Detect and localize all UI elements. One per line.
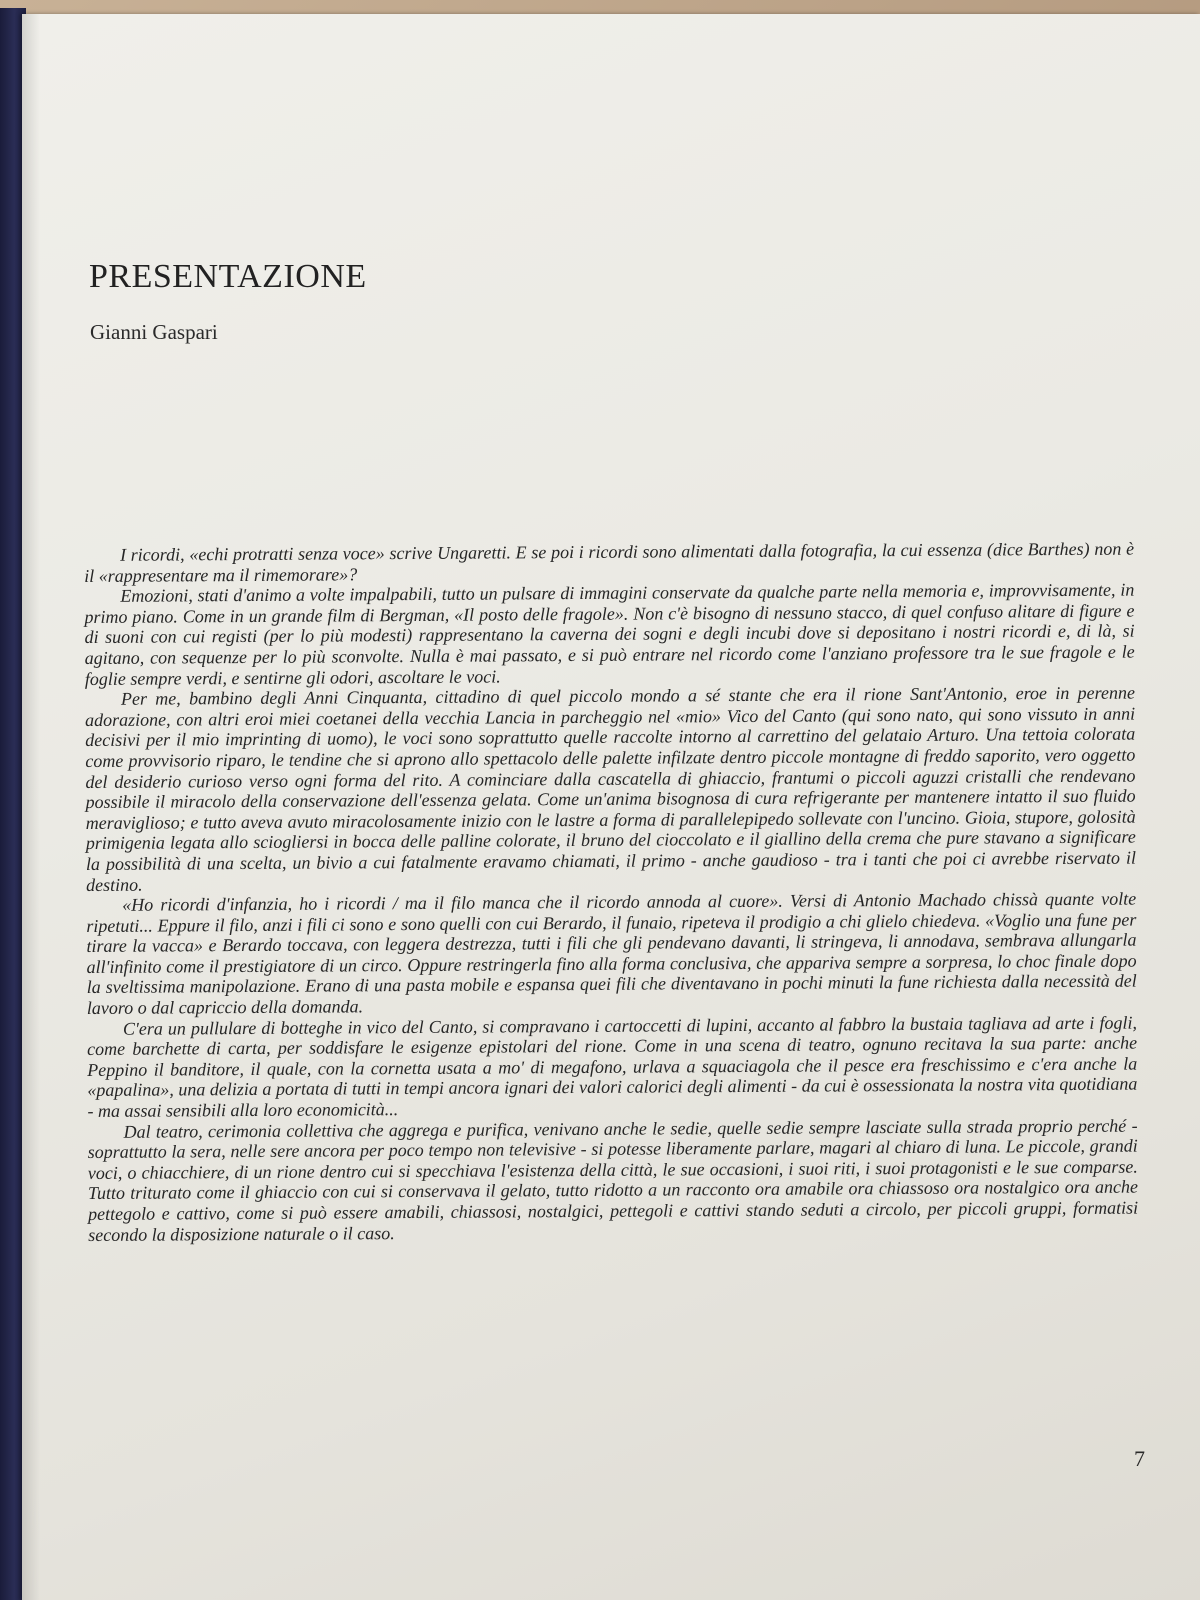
paragraph: C'era un pullulare di botteghe in vico del Canto, si compravano i cartoccetti di lupini, accanto al fabbro la bustaia tagliava ad arte i fogli, come barchette di carta, per soddisfare le esigenze epistolari del rione. Come in una scena di teatro, ognuno recitava la sua parte: anche Peppino il banditore, il quale, con la cornetta usata a mo' di megafono, urlava a squaciagola che il pesce era freschissimo e c'era anche la «papalina», una delizia a portata di tutti in tempi ancora ignari dei valori calorici degli alimenti - da cui è ossessionata la nostra vita quotidiana - ma assai sensibili alla loro economicità...: [87, 1012, 1138, 1122]
paragraph: Dal teatro, cerimonia collettiva che aggrega e purifica, venivano anche le sedie, quelle sedie sempre lasciate sulla strada proprio perché - soprattutto la sera, nelle sere ancora per poco tempo non televisive - si potesse liberamente parlare, magari al chiaro di luna. Le piccole, grandi voci, o chiacchiere, di un rione dentro cui si specchiava l'esistenza della città, le sue occasioni, i suoi riti, i suoi protagonisti e le sue comparse. Tutto triturato come il ghiaccio con cui si conservava il gelato, tutto ridotto a un racconto ora amabile ora chiassoso ora nostalgico ora anche pettegolo e cattivo, come si può essere amabili, chiassosi, nostalgici, pettegoli e cattivi stando seduti a circolo, per piccoli gruppi, formatisi secondo la disposizione naturale o il caso.: [87, 1115, 1139, 1245]
page-number: 7: [1134, 1446, 1145, 1471]
paragraph: «Ho ricordi d'infanzia, ho i ricordi / ma il filo manca che il ricordo annoda al cuore». Versi di Antonio Machado chissà quante volte ripetuti... Eppure il filo, anzi i fili ci sono e sono quelli con cui Berardo, il funaio, ripeteva il prodigio a chi glielo chiedeva. «Voglio una fune per tirare la vacca» e Berardo toccava, con leggera destrezza, tutti i fili che gli pendevano davanti, li stringeva, li annodava, sembrava allungarla all'infinito come il prestigiatore di un circo. Oppure restringerla fino alla forma conclusiva, che appariva sempre a sorpresa, lo choc finale dopo la sveltissima manipolazione. Erano di una pasta mobile e espansa quei fili che diventavano in pochi minuti la fune richiesta dalla necessità del lavoro o dal capriccio della domanda.: [86, 888, 1137, 1019]
body-text: [84, 539, 1138, 1246]
page-gutter-shadow: [22, 14, 40, 1600]
book-page: [22, 14, 1200, 1600]
author-name: Gianni Gaspari: [90, 320, 218, 344]
paragraph: Per me, bambino degli Anni Cinquanta, cittadino di quel piccolo mondo a sé stante che era il rione Sant'Antonio, eroe in perenne adorazione, con altri eroi miei coetanei della vecchia Lancia in parcheggio nel «mio» Vico del Canto (qui sono nato, qui sono vissuto in anni decisivi per il mio imprinting di uomo), le voci sono soprattutto quelle raccolte intorno al carrettino del gelataio Arturo. Una tettoia colorata come provvisorio riparo, le tendine che si aprono allo spettacolo delle palette infilzate dentro piccole montagne di freddo saporito, vero oggetto del desiderio curioso verso ogni forma del rito. A cominciare dalla cascatella di ghiaccio, frantumi o piccoli aguzzi cristalli che rendevano possibile il miracolo della conservazione dell'essenza gelata. Come un'anima bisognosa di cura refrigerante per mantenere intatto il suo fluido meraviglioso; e tutto aveva avuto miracolosamente inizio con le lastre a forma di parallelepipedo sollevate con l'uncino. Gioia, stupore, golosità primigenia legata allo sciogliersi in bocca delle palline colorate, il bruno del cioccolato e il giallino della crema che pure stavano a significare la possibilità di una scelta, un bivio a cui fatalmente eravamo chiamati, il primo - anche gaudioso - tra i tanti che poi ci avrebbe riservato il destino.: [85, 682, 1136, 895]
paragraph: I ricordi, «echi protratti senza voce» scrive Ungaretti. E se poi i ricordi sono alimentati dalla fotografia, la cui essenza (dice Barthes) non è il «rappresentare ma il rimemorare»?: [84, 538, 1135, 586]
paragraph: Emozioni, stati d'animo a volte impalpabili, tutto un pulsare di immagini conservate da qualche parte nella memoria e, improvvisamente, in primo piano. Come in un grande film di Bergman, «Il posto delle fragole». Non c'è bisogno di nessuno stacco, di quel confuso alitare di figure e di suoni con cui registi (per lo più modesti) rappresentano la caverna dei sogni e degli incubi dove si depositano i nostri ricordi e, di là, si agitano, con sequenze per lo più sconvolte. Nulla è mai passato, e si può entrare nel ricordo come l'anziano professore tra le sue fragole e le foglie sempre verdi, e sentirne gli odori, ascoltare le voci.: [84, 579, 1135, 689]
page-title: PRESENTAZIONE: [89, 258, 367, 295]
